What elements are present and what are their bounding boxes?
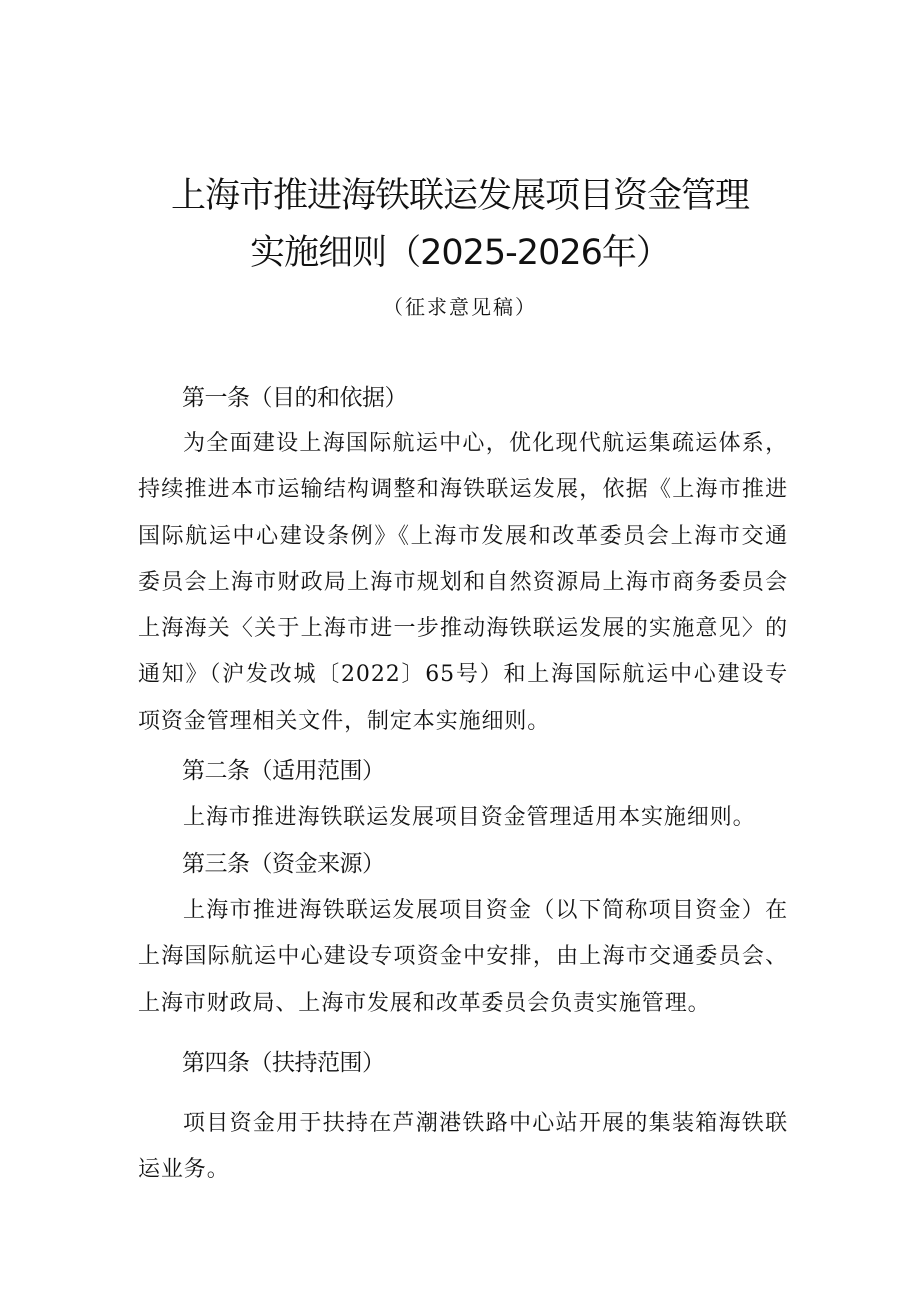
article-1-heading: 第一条（目的和依据） (182, 385, 407, 411)
article-3-heading: 第三条（资金来源） (182, 851, 385, 877)
document-title-line-1: 上海市推进海铁联运发展项目资金管理 (170, 176, 749, 216)
document-subtitle: （征求意见稿） (383, 295, 537, 319)
document-title-line-2: 实施细则（2025-2026年） (250, 233, 670, 273)
article-1-body: 为全面建设上海国际航运中心，优化现代航运集疏运体系，持续推进本市运输结构调整和海铁联运发展，依据《上海市推进国际航运中心建设条例》《上海市发展和改革委员会上海市交通委员会上海市财政局上海市规划和自然资源局上海市商务委员会上海海关〈关于上海市进一步推动海铁联运发展的实施意见〉的通知》（沪发改城〔2022〕65号）和上海国际航运中心建设专项资金管理相关文件，制定本实施细则。 (138, 431, 788, 734)
article-2-heading: 第二条（适用范围） (182, 758, 385, 784)
article-3-body: 上海市推进海铁联运发展项目资金（以下简称项目资金）在上海国际航运中心建设专项资金中安排，由上海市交通委员会、上海市财政局、上海市发展和改革委员会负责实施管理。 (138, 898, 788, 1016)
article-4-heading: 第四条（扶持范围） (182, 1050, 385, 1076)
article-2-body: 上海市推进海铁联运发展项目资金管理适用本实施细则。 (183, 805, 756, 830)
article-4-body: 项目资金用于扶持在芦潮港铁路中心站开展的集装箱海铁联运业务。 (138, 1111, 788, 1183)
